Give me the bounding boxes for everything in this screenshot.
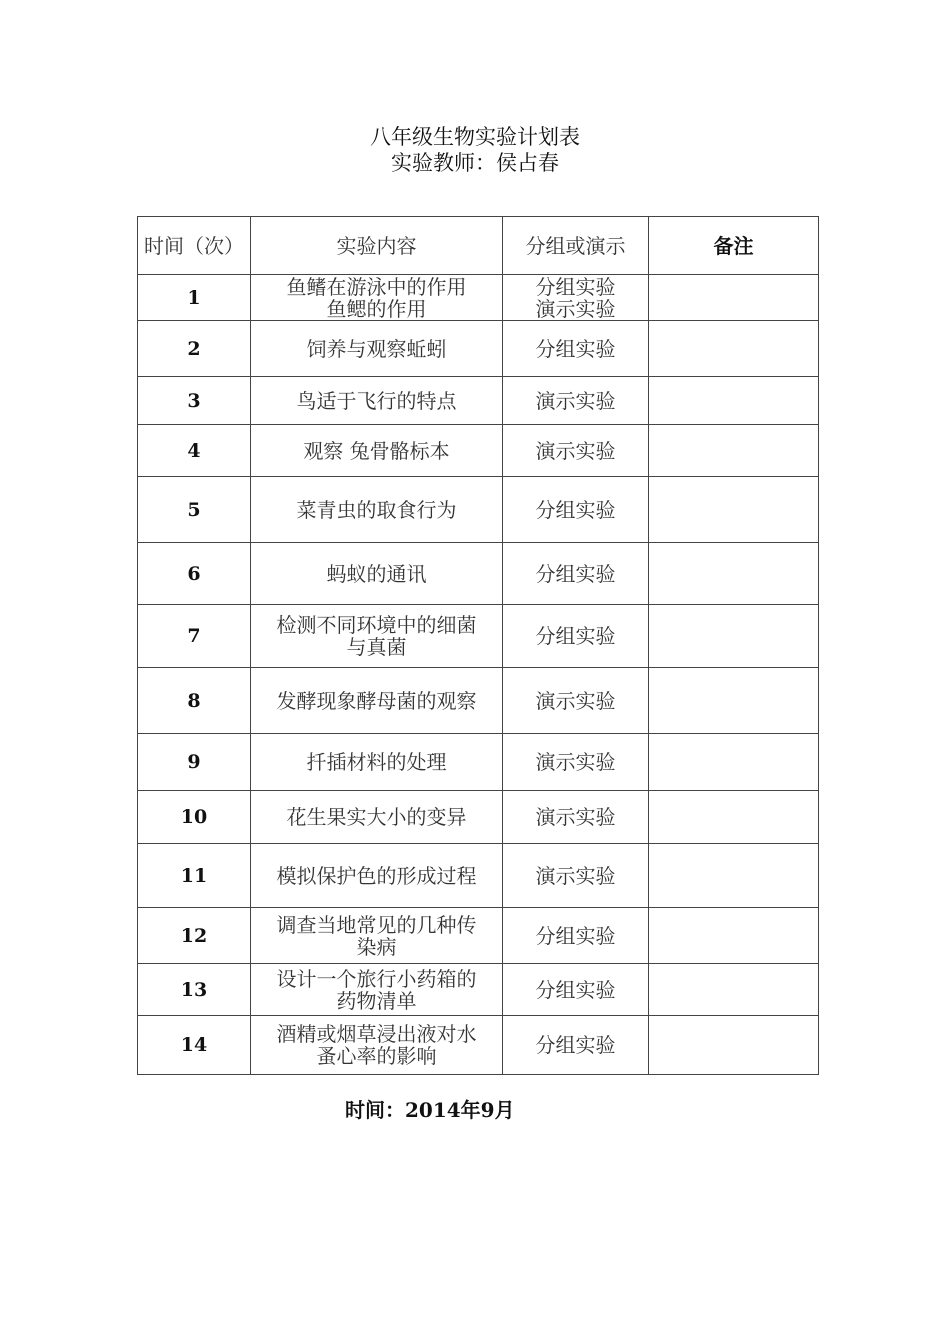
table-header-row: [138, 217, 819, 275]
table-row: [138, 964, 819, 1016]
content-line: 扦插材料的处理: [306, 750, 447, 774]
remark-cell: [649, 605, 819, 668]
content-line: 花生果实大小的变异: [286, 805, 467, 829]
experiment-content: [251, 964, 503, 1016]
mode-line: 演示实验: [535, 688, 616, 713]
experiment-content: [251, 425, 503, 477]
row-number: 8: [138, 668, 251, 734]
experiment-mode: [503, 425, 649, 477]
remark-cell: [649, 275, 819, 321]
remark-cell: [649, 964, 819, 1016]
content-line: 模拟保护色的形成过程: [276, 863, 477, 888]
document-title: 八年级生物实验计划表: [370, 125, 580, 149]
content-line: 鸟适于飞行的特点: [296, 388, 457, 413]
row-number: 7: [138, 605, 251, 668]
row-number: 12: [138, 908, 251, 964]
table-row: [138, 844, 819, 908]
row-number: 13: [138, 964, 251, 1016]
mode-line: 演示实验: [535, 438, 616, 463]
table-row: [138, 1016, 819, 1075]
teacher-line: 实验教师：侯占春: [391, 151, 559, 175]
row-number: 6: [138, 543, 251, 605]
content-line: 发酵现象酵母菌的观察: [276, 688, 477, 713]
row-number: 2: [138, 321, 251, 377]
table-row: [138, 908, 819, 964]
experiment-content: [251, 844, 503, 908]
content-line: 饲养与观察蚯蚓: [306, 336, 447, 361]
experiment-mode: [503, 964, 649, 1016]
content-line: 蚤心率的影响: [316, 1044, 437, 1068]
remark-cell: [649, 791, 819, 844]
remark-cell: [649, 734, 819, 791]
remark-cell: [649, 425, 819, 477]
experiment-mode: [503, 543, 649, 605]
table-row: [138, 791, 819, 844]
experiment-content: [251, 321, 503, 377]
content-line: 设计一个旅行小药箱的: [276, 966, 477, 991]
header-time: 时间（次）: [138, 217, 251, 275]
experiment-mode: [503, 321, 649, 377]
remark-cell: [649, 908, 819, 964]
experiment-mode: [503, 734, 649, 791]
document-date: 时间：2014年9月: [345, 1098, 515, 1122]
header-remark: 备注: [649, 217, 819, 275]
content-line: 观察 兔骨骼标本: [303, 438, 450, 463]
remark-cell: [649, 1016, 819, 1075]
experiment-content: [251, 477, 503, 543]
mode-line: 分组实验: [535, 923, 616, 948]
remark-cell: [649, 543, 819, 605]
mode-line: 分组实验: [535, 336, 616, 361]
mode-line: 分组实验: [535, 977, 616, 1002]
row-number: 9: [138, 734, 251, 791]
mode-line: 演示实验: [535, 296, 616, 321]
row-number: 14: [138, 1016, 251, 1075]
table-row: [138, 321, 819, 377]
mode-line: 分组实验: [535, 274, 616, 299]
mode-line: 分组实验: [535, 497, 616, 522]
content-line: 染病: [356, 934, 397, 959]
experiment-mode: [503, 275, 649, 321]
experiment-mode: [503, 1016, 649, 1075]
experiment-content: [251, 734, 503, 791]
experiment-content: [251, 605, 503, 668]
row-number: 5: [138, 477, 251, 543]
mode-line: 分组实验: [535, 1033, 616, 1057]
row-number: 3: [138, 377, 251, 425]
experiment-content: [251, 668, 503, 734]
experiment-content: [251, 908, 503, 964]
experiment-mode: [503, 791, 649, 844]
content-line: 检测不同环境中的细菌: [276, 613, 477, 637]
table-row: [138, 605, 819, 668]
header-mode: 分组或演示: [503, 217, 649, 275]
mode-line: 分组实验: [535, 624, 616, 648]
experiment-mode: [503, 844, 649, 908]
remark-cell: [649, 377, 819, 425]
table-row: [138, 668, 819, 734]
experiment-mode: [503, 377, 649, 425]
content-line: 菜青虫的取食行为: [296, 497, 457, 522]
experiment-mode: [503, 668, 649, 734]
experiment-content: [251, 275, 503, 321]
content-line: 酒精或烟草浸出液对水: [276, 1022, 477, 1046]
experiment-content: [251, 791, 503, 844]
remark-cell: [649, 477, 819, 543]
experiment-content: [251, 377, 503, 425]
row-number: 10: [138, 791, 251, 844]
table-row: [138, 734, 819, 791]
mode-line: 演示实验: [535, 388, 616, 413]
mode-line: 演示实验: [535, 863, 616, 888]
content-line: 调查当地常见的几种传: [276, 912, 477, 937]
table-row: [138, 425, 819, 477]
mode-line: 分组实验: [535, 561, 616, 586]
remark-cell: [649, 668, 819, 734]
experiment-mode: [503, 908, 649, 964]
table-row: [138, 543, 819, 605]
content-line: 鱼鳃的作用: [326, 296, 427, 321]
content-line: 鱼鳍在游泳中的作用: [286, 274, 467, 299]
content-line: 与真菌: [346, 635, 407, 659]
row-number: 1: [138, 275, 251, 321]
row-number: 4: [138, 425, 251, 477]
header-content: 实验内容: [251, 217, 503, 275]
mode-line: 演示实验: [535, 805, 616, 829]
remark-cell: [649, 321, 819, 377]
table-row: [138, 377, 819, 425]
remark-cell: [649, 844, 819, 908]
experiment-mode: [503, 605, 649, 668]
experiment-content: [251, 543, 503, 605]
mode-line: 演示实验: [535, 750, 616, 774]
experiment-plan-table: [137, 216, 819, 1075]
table-row: [138, 275, 819, 321]
row-number: 11: [138, 844, 251, 908]
content-line: 蚂蚁的通讯: [326, 561, 427, 586]
content-line: 药物清单: [336, 988, 417, 1013]
experiment-mode: [503, 477, 649, 543]
table-row: [138, 477, 819, 543]
experiment-content: [251, 1016, 503, 1075]
